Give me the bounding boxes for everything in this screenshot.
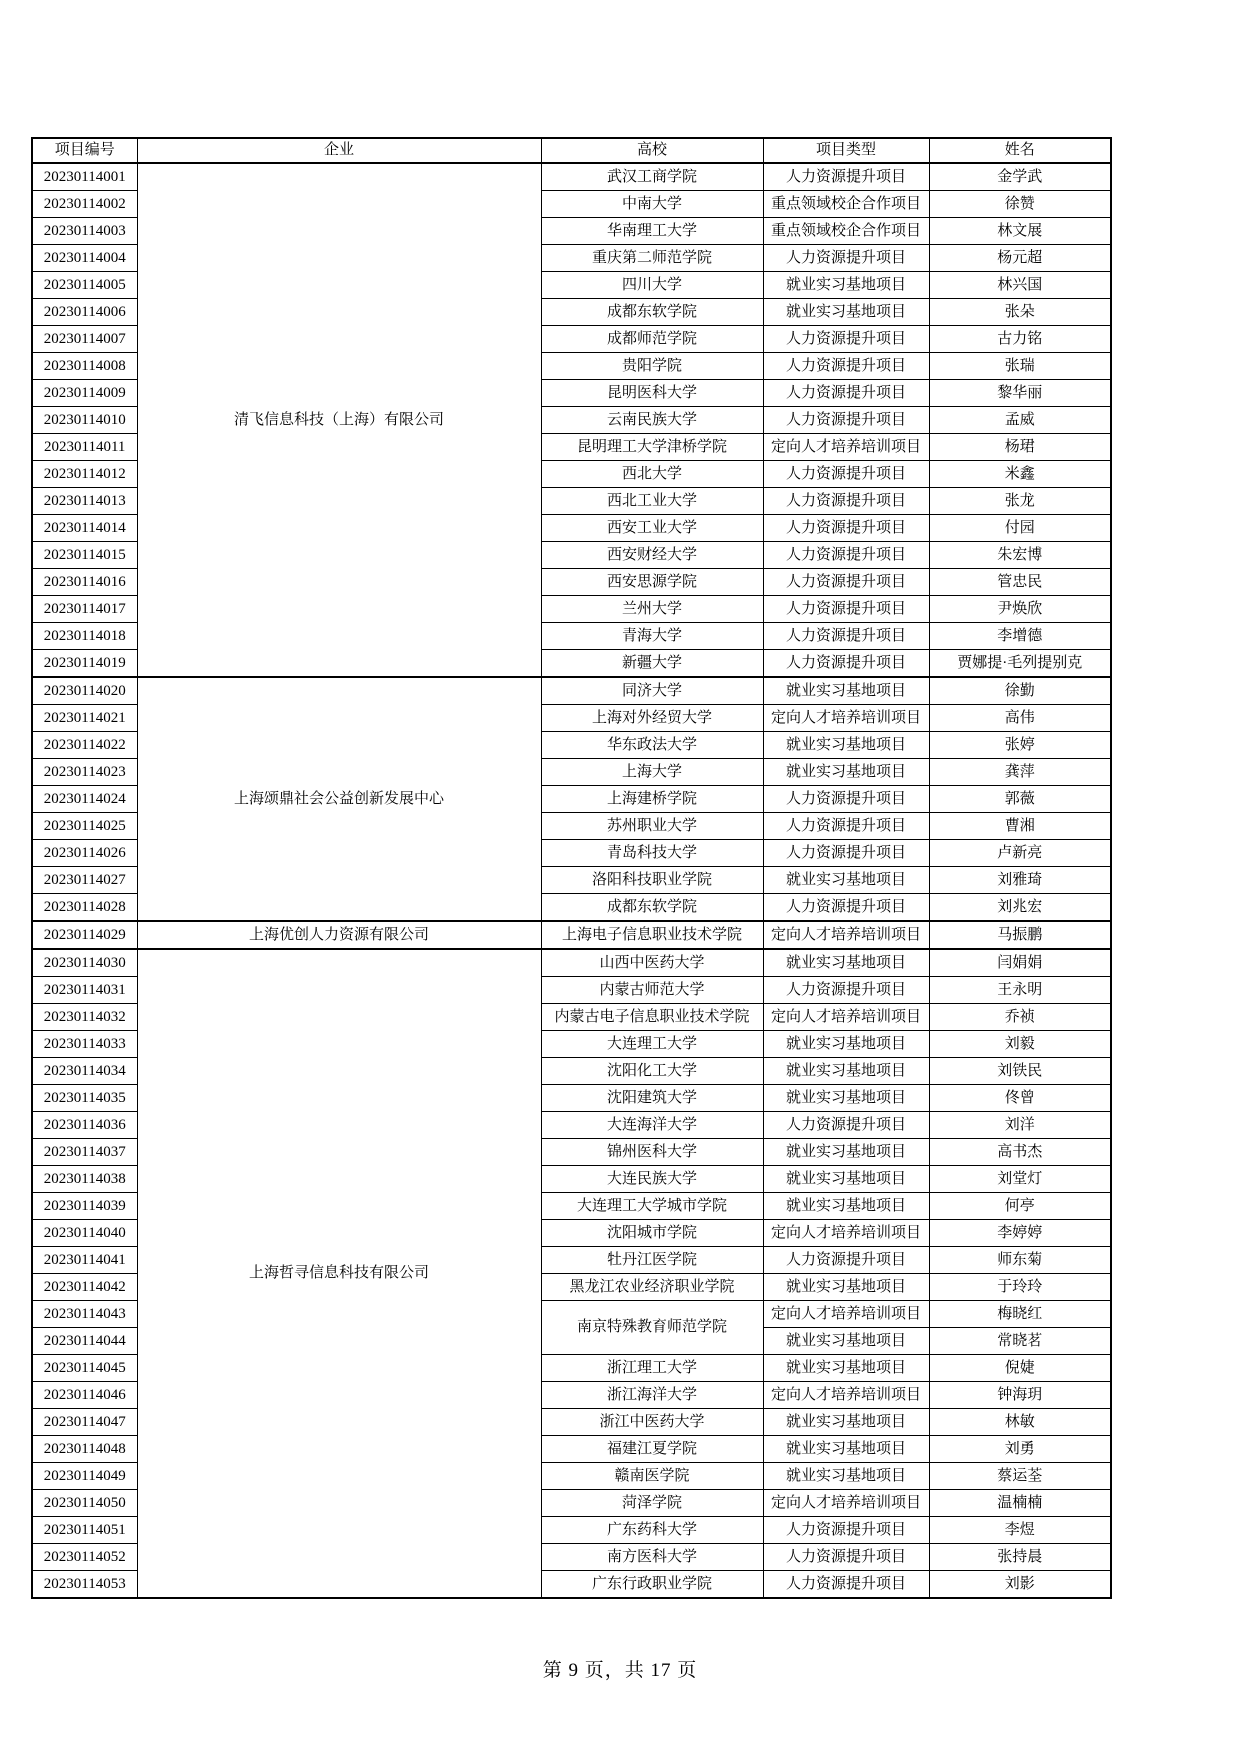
project-id-cell: 20230114009 [32, 380, 137, 407]
project-type-cell: 定向人才培养培训项目 [763, 1301, 929, 1328]
project-type-cell: 人力资源提升项目 [763, 488, 929, 515]
project-type-cell: 就业实习基地项目 [763, 1409, 929, 1436]
project-type-cell: 人力资源提升项目 [763, 786, 929, 813]
school-cell: 西北大学 [541, 461, 763, 488]
name-cell: 蔡运荃 [929, 1463, 1111, 1490]
project-type-cell: 人力资源提升项目 [763, 650, 929, 678]
project-type-cell: 人力资源提升项目 [763, 380, 929, 407]
school-cell: 云南民族大学 [541, 407, 763, 434]
table-body [32, 163, 1111, 1598]
name-cell: 曹湘 [929, 813, 1111, 840]
school-cell: 内蒙古师范大学 [541, 977, 763, 1004]
project-type-cell: 人力资源提升项目 [763, 813, 929, 840]
school-cell: 同济大学 [541, 677, 763, 705]
project-id-cell: 20230114013 [32, 488, 137, 515]
school-cell: 沈阳化工大学 [541, 1058, 763, 1085]
name-cell: 李婷婷 [929, 1220, 1111, 1247]
project-type-cell: 人力资源提升项目 [763, 461, 929, 488]
name-cell: 闫娟娟 [929, 949, 1111, 977]
company-cell: 上海优创人力资源有限公司 [137, 921, 541, 949]
school-cell: 昆明医科大学 [541, 380, 763, 407]
name-cell: 李增德 [929, 623, 1111, 650]
project-type-cell: 定向人才培养培训项目 [763, 1382, 929, 1409]
school-cell: 重庆第二师范学院 [541, 245, 763, 272]
school-cell: 沈阳城市学院 [541, 1220, 763, 1247]
project-id-cell: 20230114030 [32, 949, 137, 977]
project-type-cell: 人力资源提升项目 [763, 245, 929, 272]
school-cell: 浙江海洋大学 [541, 1382, 763, 1409]
school-cell: 兰州大学 [541, 596, 763, 623]
school-cell: 中南大学 [541, 191, 763, 218]
school-cell: 青海大学 [541, 623, 763, 650]
project-id-cell: 20230114015 [32, 542, 137, 569]
project-id-cell: 20230114050 [32, 1490, 137, 1517]
project-type-cell: 定向人才培养培训项目 [763, 921, 929, 949]
name-cell: 米鑫 [929, 461, 1111, 488]
project-type-cell: 就业实习基地项目 [763, 1274, 929, 1301]
project-id-cell: 20230114040 [32, 1220, 137, 1247]
name-cell: 佟曾 [929, 1085, 1111, 1112]
project-id-cell: 20230114051 [32, 1517, 137, 1544]
project-type-cell: 就业实习基地项目 [763, 1463, 929, 1490]
name-cell: 管忠民 [929, 569, 1111, 596]
project-type-cell: 重点领域校企合作项目 [763, 218, 929, 245]
project-id-cell: 20230114024 [32, 786, 137, 813]
project-id-cell: 20230114002 [32, 191, 137, 218]
project-id-cell: 20230114022 [32, 732, 137, 759]
name-cell: 尹焕欣 [929, 596, 1111, 623]
project-id-cell: 20230114036 [32, 1112, 137, 1139]
project-id-cell: 20230114023 [32, 759, 137, 786]
name-cell: 高伟 [929, 705, 1111, 732]
project-id-cell: 20230114001 [32, 163, 137, 191]
project-id-cell: 20230114038 [32, 1166, 137, 1193]
school-cell: 赣南医学院 [541, 1463, 763, 1490]
school-cell: 贵阳学院 [541, 353, 763, 380]
table-row [32, 677, 1111, 705]
project-type-cell: 就业实习基地项目 [763, 272, 929, 299]
school-cell: 上海建桥学院 [541, 786, 763, 813]
school-cell: 苏州职业大学 [541, 813, 763, 840]
project-type-cell: 人力资源提升项目 [763, 569, 929, 596]
company-cell: 清飞信息科技（上海）有限公司 [137, 163, 541, 677]
project-type-cell: 就业实习基地项目 [763, 1166, 929, 1193]
project-type-cell: 人力资源提升项目 [763, 977, 929, 1004]
col-header-name: 姓名 [929, 138, 1111, 163]
project-id-cell: 20230114005 [32, 272, 137, 299]
project-type-cell: 定向人才培养培训项目 [763, 1220, 929, 1247]
name-cell: 高书杰 [929, 1139, 1111, 1166]
name-cell: 钟海玥 [929, 1382, 1111, 1409]
name-cell: 古力铭 [929, 326, 1111, 353]
project-id-cell: 20230114025 [32, 813, 137, 840]
project-id-cell: 20230114037 [32, 1139, 137, 1166]
table-header [32, 138, 1111, 163]
school-cell: 大连民族大学 [541, 1166, 763, 1193]
project-type-cell: 就业实习基地项目 [763, 1058, 929, 1085]
name-cell: 孟威 [929, 407, 1111, 434]
project-id-cell: 20230114048 [32, 1436, 137, 1463]
project-type-cell: 就业实习基地项目 [763, 677, 929, 705]
project-id-cell: 20230114026 [32, 840, 137, 867]
name-cell: 刘雅琦 [929, 867, 1111, 894]
project-type-cell: 人力资源提升项目 [763, 596, 929, 623]
project-id-cell: 20230114029 [32, 921, 137, 949]
school-cell: 广东药科大学 [541, 1517, 763, 1544]
school-cell: 四川大学 [541, 272, 763, 299]
project-type-cell: 人力资源提升项目 [763, 1571, 929, 1599]
school-cell: 福建江夏学院 [541, 1436, 763, 1463]
school-cell: 昆明理工大学津桥学院 [541, 434, 763, 461]
school-cell: 山西中医药大学 [541, 949, 763, 977]
project-id-cell: 20230114021 [32, 705, 137, 732]
project-id-cell: 20230114018 [32, 623, 137, 650]
header-row [32, 138, 1111, 163]
project-id-cell: 20230114042 [32, 1274, 137, 1301]
name-cell: 于玲玲 [929, 1274, 1111, 1301]
project-type-cell: 定向人才培养培训项目 [763, 705, 929, 732]
name-cell: 林文展 [929, 218, 1111, 245]
name-cell: 倪婕 [929, 1355, 1111, 1382]
project-type-cell: 就业实习基地项目 [763, 732, 929, 759]
project-id-cell: 20230114041 [32, 1247, 137, 1274]
project-id-cell: 20230114047 [32, 1409, 137, 1436]
name-cell: 林敏 [929, 1409, 1111, 1436]
project-id-cell: 20230114007 [32, 326, 137, 353]
project-type-cell: 人力资源提升项目 [763, 894, 929, 922]
name-cell: 温楠楠 [929, 1490, 1111, 1517]
project-id-cell: 20230114014 [32, 515, 137, 542]
project-id-cell: 20230114019 [32, 650, 137, 678]
school-cell: 成都师范学院 [541, 326, 763, 353]
project-id-cell: 20230114031 [32, 977, 137, 1004]
project-id-cell: 20230114045 [32, 1355, 137, 1382]
col-header-school: 高校 [541, 138, 763, 163]
name-cell: 杨珺 [929, 434, 1111, 461]
col-header-project-id: 项目编号 [32, 138, 137, 163]
school-cell: 上海大学 [541, 759, 763, 786]
project-type-cell: 人力资源提升项目 [763, 542, 929, 569]
table-row [32, 921, 1111, 949]
name-cell: 马振鹏 [929, 921, 1111, 949]
name-cell: 徐勤 [929, 677, 1111, 705]
school-cell: 成都东软学院 [541, 299, 763, 326]
project-type-cell: 定向人才培养培训项目 [763, 434, 929, 461]
project-type-cell: 人力资源提升项目 [763, 407, 929, 434]
project-id-cell: 20230114043 [32, 1301, 137, 1328]
project-type-cell: 就业实习基地项目 [763, 1355, 929, 1382]
name-cell: 付园 [929, 515, 1111, 542]
name-cell: 张婷 [929, 732, 1111, 759]
name-cell: 张朵 [929, 299, 1111, 326]
project-id-cell: 20230114010 [32, 407, 137, 434]
name-cell: 龚萍 [929, 759, 1111, 786]
project-id-cell: 20230114006 [32, 299, 137, 326]
name-cell: 刘影 [929, 1571, 1111, 1599]
school-cell: 南京特殊教育师范学院 [541, 1301, 763, 1355]
project-type-cell: 人力资源提升项目 [763, 1544, 929, 1571]
name-cell: 李煜 [929, 1517, 1111, 1544]
table-row [32, 949, 1111, 977]
project-id-cell: 20230114052 [32, 1544, 137, 1571]
name-cell: 张持晨 [929, 1544, 1111, 1571]
school-cell: 牡丹江医学院 [541, 1247, 763, 1274]
project-type-cell: 就业实习基地项目 [763, 1193, 929, 1220]
project-id-cell: 20230114020 [32, 677, 137, 705]
project-id-cell: 20230114012 [32, 461, 137, 488]
school-cell: 西安思源学院 [541, 569, 763, 596]
name-cell: 何亭 [929, 1193, 1111, 1220]
project-type-cell: 就业实习基地项目 [763, 867, 929, 894]
project-type-cell: 重点领域校企合作项目 [763, 191, 929, 218]
school-cell: 上海对外经贸大学 [541, 705, 763, 732]
project-type-cell: 定向人才培养培训项目 [763, 1004, 929, 1031]
project-id-cell: 20230114034 [32, 1058, 137, 1085]
school-cell: 新疆大学 [541, 650, 763, 678]
project-type-cell: 就业实习基地项目 [763, 949, 929, 977]
project-id-cell: 20230114011 [32, 434, 137, 461]
project-type-cell: 就业实习基地项目 [763, 1085, 929, 1112]
project-type-cell: 人力资源提升项目 [763, 353, 929, 380]
name-cell: 刘兆宏 [929, 894, 1111, 922]
school-cell: 洛阳科技职业学院 [541, 867, 763, 894]
project-type-cell: 就业实习基地项目 [763, 1436, 929, 1463]
school-cell: 黑龙江农业经济职业学院 [541, 1274, 763, 1301]
school-cell: 大连海洋大学 [541, 1112, 763, 1139]
project-type-cell: 人力资源提升项目 [763, 515, 929, 542]
project-type-cell: 就业实习基地项目 [763, 299, 929, 326]
project-type-cell: 就业实习基地项目 [763, 759, 929, 786]
project-id-cell: 20230114044 [32, 1328, 137, 1355]
project-id-cell: 20230114003 [32, 218, 137, 245]
company-cell: 上海颂鼎社会公益创新发展中心 [137, 677, 541, 921]
name-cell: 刘毅 [929, 1031, 1111, 1058]
name-cell: 朱宏博 [929, 542, 1111, 569]
project-id-cell: 20230114027 [32, 867, 137, 894]
project-id-cell: 20230114028 [32, 894, 137, 922]
school-cell: 青岛科技大学 [541, 840, 763, 867]
school-cell: 广东行政职业学院 [541, 1571, 763, 1599]
name-cell: 张龙 [929, 488, 1111, 515]
project-type-cell: 就业实习基地项目 [763, 1031, 929, 1058]
project-id-cell: 20230114016 [32, 569, 137, 596]
project-id-cell: 20230114032 [32, 1004, 137, 1031]
project-type-cell: 人力资源提升项目 [763, 1112, 929, 1139]
name-cell: 常晓茗 [929, 1328, 1111, 1355]
name-cell: 王永明 [929, 977, 1111, 1004]
project-type-cell: 人力资源提升项目 [763, 623, 929, 650]
school-cell: 华南理工大学 [541, 218, 763, 245]
project-roster-table [31, 137, 1112, 1599]
project-id-cell: 20230114035 [32, 1085, 137, 1112]
school-cell: 浙江中医药大学 [541, 1409, 763, 1436]
school-cell: 沈阳建筑大学 [541, 1085, 763, 1112]
name-cell: 刘铁民 [929, 1058, 1111, 1085]
page-number-footer: 第 9 页，共 17 页 [542, 1660, 698, 1681]
school-cell: 锦州医科大学 [541, 1139, 763, 1166]
project-id-cell: 20230114053 [32, 1571, 137, 1599]
school-cell: 西北工业大学 [541, 488, 763, 515]
project-type-cell: 人力资源提升项目 [763, 1247, 929, 1274]
school-cell: 上海电子信息职业技术学院 [541, 921, 763, 949]
project-id-cell: 20230114039 [32, 1193, 137, 1220]
name-cell: 刘堂灯 [929, 1166, 1111, 1193]
project-id-cell: 20230114008 [32, 353, 137, 380]
school-cell: 大连理工大学 [541, 1031, 763, 1058]
name-cell: 郭薇 [929, 786, 1111, 813]
project-id-cell: 20230114004 [32, 245, 137, 272]
school-cell: 浙江理工大学 [541, 1355, 763, 1382]
table-row [32, 163, 1111, 191]
name-cell: 林兴国 [929, 272, 1111, 299]
school-cell: 西安工业大学 [541, 515, 763, 542]
name-cell: 金学武 [929, 163, 1111, 191]
project-type-cell: 就业实习基地项目 [763, 1139, 929, 1166]
name-cell: 卢新亮 [929, 840, 1111, 867]
name-cell: 乔祯 [929, 1004, 1111, 1031]
name-cell: 梅晓红 [929, 1301, 1111, 1328]
project-id-cell: 20230114017 [32, 596, 137, 623]
project-type-cell: 人力资源提升项目 [763, 326, 929, 353]
name-cell: 徐赞 [929, 191, 1111, 218]
school-cell: 大连理工大学城市学院 [541, 1193, 763, 1220]
project-type-cell: 人力资源提升项目 [763, 1517, 929, 1544]
school-cell: 南方医科大学 [541, 1544, 763, 1571]
name-cell: 刘洋 [929, 1112, 1111, 1139]
project-id-cell: 20230114046 [32, 1382, 137, 1409]
project-type-cell: 就业实习基地项目 [763, 1328, 929, 1355]
name-cell: 师东菊 [929, 1247, 1111, 1274]
col-header-project-type: 项目类型 [763, 138, 929, 163]
name-cell: 刘勇 [929, 1436, 1111, 1463]
name-cell: 张瑞 [929, 353, 1111, 380]
name-cell: 贾娜提·毛列提别克 [929, 650, 1111, 678]
project-id-cell: 20230114049 [32, 1463, 137, 1490]
project-id-cell: 20230114033 [32, 1031, 137, 1058]
project-type-cell: 人力资源提升项目 [763, 840, 929, 867]
project-type-cell: 人力资源提升项目 [763, 163, 929, 191]
name-cell: 黎华丽 [929, 380, 1111, 407]
col-header-company: 企业 [137, 138, 541, 163]
school-cell: 华东政法大学 [541, 732, 763, 759]
school-cell: 武汉工商学院 [541, 163, 763, 191]
project-type-cell: 定向人才培养培训项目 [763, 1490, 929, 1517]
company-cell: 上海哲寻信息科技有限公司 [137, 949, 541, 1598]
school-cell: 内蒙古电子信息职业技术学院 [541, 1004, 763, 1031]
school-cell: 成都东软学院 [541, 894, 763, 922]
school-cell: 菏泽学院 [541, 1490, 763, 1517]
name-cell: 杨元超 [929, 245, 1111, 272]
school-cell: 西安财经大学 [541, 542, 763, 569]
